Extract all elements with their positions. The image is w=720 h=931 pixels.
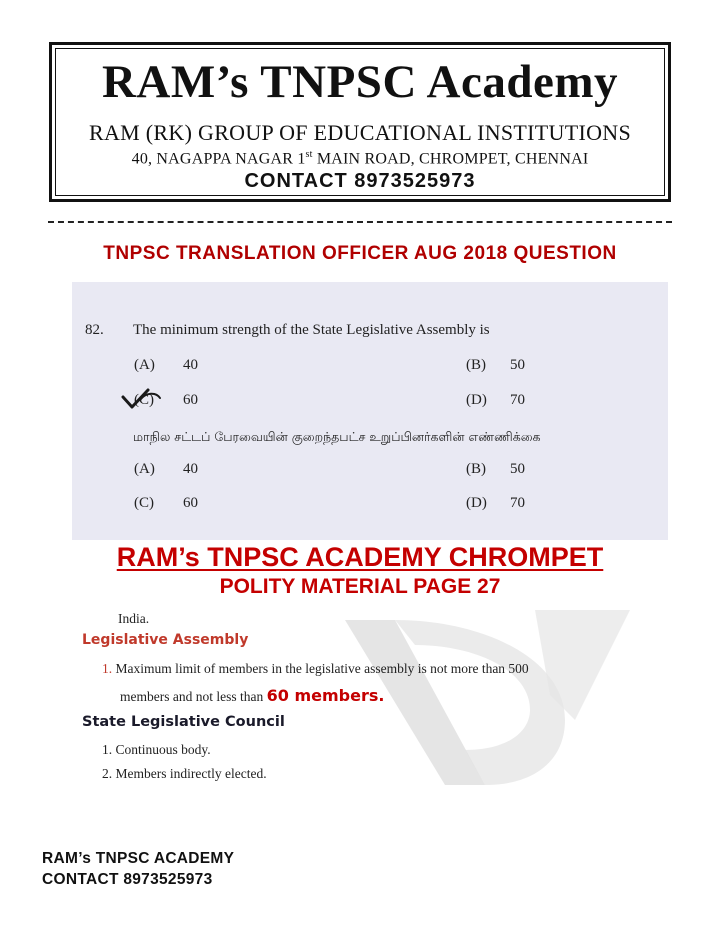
list-item-number: 2. bbox=[102, 766, 113, 781]
section1-item-text: Maximum limit of members in the legislative assembly is not more than 500 bbox=[115, 661, 529, 676]
dashed-divider bbox=[48, 221, 672, 223]
address-prefix: 40, NAGAPPA NAGAR 1 bbox=[131, 150, 306, 168]
header-contact: CONTACT 8973525973 bbox=[244, 170, 476, 192]
material-intro: India. bbox=[118, 611, 150, 626]
question-scan bbox=[72, 282, 668, 540]
section1-item-line2 bbox=[120, 686, 384, 705]
tamil-option-d-value: 70 bbox=[510, 495, 525, 511]
address bbox=[52, 149, 668, 168]
address-sup: st bbox=[305, 149, 313, 160]
tamil-option-a-value: 40 bbox=[183, 461, 198, 477]
list-item-number: 1. bbox=[102, 742, 113, 757]
option-b-label: (B) bbox=[466, 357, 486, 373]
list-item bbox=[102, 742, 211, 758]
option-a-label: (A) bbox=[134, 357, 155, 373]
option-d-label: (D) bbox=[466, 392, 487, 408]
tamil-option-d-label: (D) bbox=[466, 495, 487, 511]
academy-heading-text: RAM’s TNPSC ACADEMY CHROMPET bbox=[116, 542, 604, 572]
option-b-value: 50 bbox=[510, 357, 525, 373]
section-title-legislative-council: State Legislative Council bbox=[82, 714, 285, 730]
question-number: 82. bbox=[85, 322, 104, 338]
sixty-members-highlight: 60 members. bbox=[266, 686, 385, 705]
option-a-value: 40 bbox=[183, 357, 198, 373]
material-heading: POLITY MATERIAL PAGE 27 bbox=[219, 575, 501, 598]
section1-item-line1 bbox=[102, 661, 529, 677]
tamil-option-a-label: (A) bbox=[134, 461, 155, 477]
header-box bbox=[49, 42, 671, 202]
address-suffix: MAIN ROAD, CHROMPET, CHENNAI bbox=[312, 150, 589, 168]
list-item-text: Continuous body. bbox=[115, 742, 211, 757]
question-heading: TNPSC TRANSLATION OFFICER AUG 2018 QUESTION bbox=[103, 243, 617, 264]
question-text-tamil: மாநில சட்டப் பேரவையின் குறைந்தபட்ச உறுப்பினர்களின் எண்ணிக்கை bbox=[133, 429, 541, 444]
tamil-option-b-value: 50 bbox=[510, 461, 525, 477]
option-d-value: 70 bbox=[510, 392, 525, 408]
section-title-legislative-assembly: Legislative Assembly bbox=[82, 632, 249, 648]
academy-heading bbox=[0, 542, 720, 573]
tick-mark-icon bbox=[120, 386, 166, 410]
option-c-value: 60 bbox=[183, 392, 198, 408]
footer-name: RAM’s TNPSC ACADEMY bbox=[42, 850, 235, 867]
academy-title: RAM’s TNPSC Academy bbox=[101, 56, 619, 108]
section1-item-number: 1. bbox=[102, 661, 113, 676]
section1-item-text-2: members and not less than bbox=[120, 689, 267, 704]
group-name: RAM (RK) GROUP OF EDUCATIONAL INSTITUTIONS bbox=[88, 120, 632, 145]
tamil-option-b-label: (B) bbox=[466, 461, 486, 477]
tamil-option-c-value: 60 bbox=[183, 495, 198, 511]
option-c-label: (C) bbox=[134, 392, 154, 408]
tamil-option-c-label: (C) bbox=[134, 495, 154, 511]
footer-contact: CONTACT 8973525973 bbox=[42, 871, 213, 888]
question-text: The minimum strength of the State Legislative Assembly is bbox=[133, 322, 490, 338]
list-item-text: Members indirectly elected. bbox=[115, 766, 267, 781]
list-item bbox=[102, 766, 267, 782]
